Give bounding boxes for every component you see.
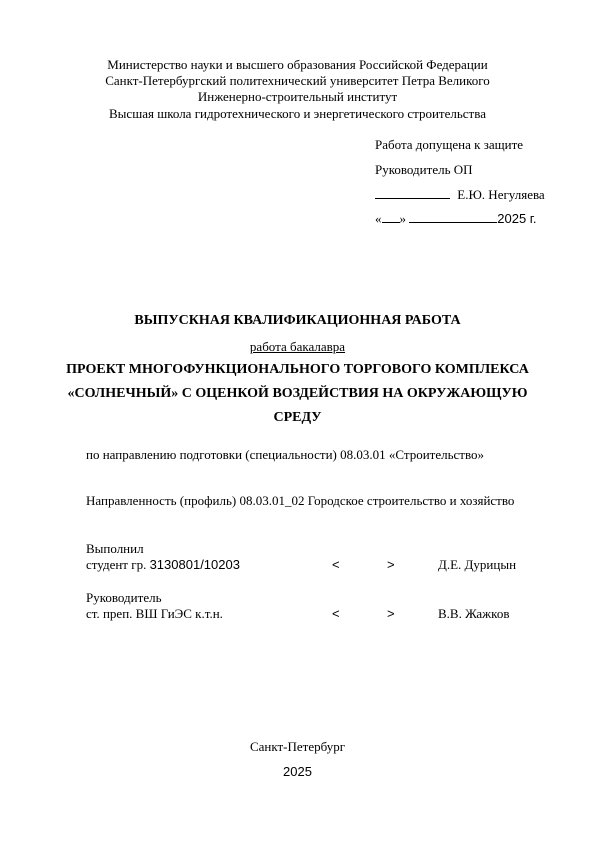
executor-role-prefix: студент гр. — [86, 557, 150, 572]
work-title-line-3: СРЕДУ — [273, 410, 322, 425]
executor-signature-close: > — [387, 557, 395, 572]
work-type: ВЫПУСКНАЯ КВАЛИФИКАЦИОННАЯ РАБОТА — [134, 313, 461, 328]
approval-year: 2025 г. — [497, 211, 537, 226]
footer-year: 2025 — [283, 764, 312, 779]
executor-signature-open: < — [332, 557, 340, 572]
supervisor-signature-close: > — [387, 606, 395, 621]
approval-title: Работа допущена к защите — [375, 137, 524, 152]
work-title-line-2: «СОЛНЕЧНЫЙ» С ОЦЕНКОЙ ВОЗДЕЙСТВИЯ НА ОКРУЖАЮЩУЮ — [67, 386, 528, 401]
work-title-line-1: ПРОЕКТ МНОГОФУНКЦИОНАЛЬНОГО ТОРГОВОГО КОМПЛЕКСА — [66, 362, 529, 377]
footer-city: Санкт-Петербург — [249, 739, 346, 754]
study-profile: Направленность (профиль) 08.03.01_02 Городское строительство и хозяйство — [86, 493, 515, 508]
school-line: Высшая школа гидротехнического и энергетического строительства — [109, 106, 486, 121]
work-subtype: работа бакалавра — [249, 339, 346, 354]
approval-signature-line — [375, 186, 545, 203]
date-close-quote: » — [399, 211, 406, 226]
date-open-quote: « — [375, 211, 382, 226]
supervisor-label: Руководитель — [86, 590, 162, 605]
month-blank — [409, 210, 497, 223]
day-blank — [382, 210, 400, 223]
executor-name: Д.Е. Дурицын — [438, 557, 517, 572]
ministry-line: Министерство науки и высшего образования Российской Федерации — [107, 57, 488, 72]
study-direction: по направлению подготовки (специальности) 08.03.01 «Строительство» — [86, 447, 485, 462]
institute-line: Инженерно-строительный институт — [197, 89, 398, 104]
approval-role: Руководитель ОП — [375, 162, 473, 177]
executor-group: 3130801/10203 — [149, 557, 240, 572]
university-line: Санкт-Петербургский политехнический университет Петра Великого — [105, 73, 490, 88]
executor-role — [86, 557, 240, 573]
signature-blank — [375, 186, 450, 199]
approval-date-line — [375, 210, 537, 227]
supervisor-signature-open: < — [332, 606, 340, 621]
approval-signatory: Е.Ю. Негуляева — [457, 187, 545, 202]
executor-label: Выполнил — [86, 541, 144, 556]
supervisor-role: ст. преп. ВШ ГиЭС к.т.н. — [86, 606, 223, 621]
supervisor-name: В.В. Жажков — [438, 606, 510, 621]
